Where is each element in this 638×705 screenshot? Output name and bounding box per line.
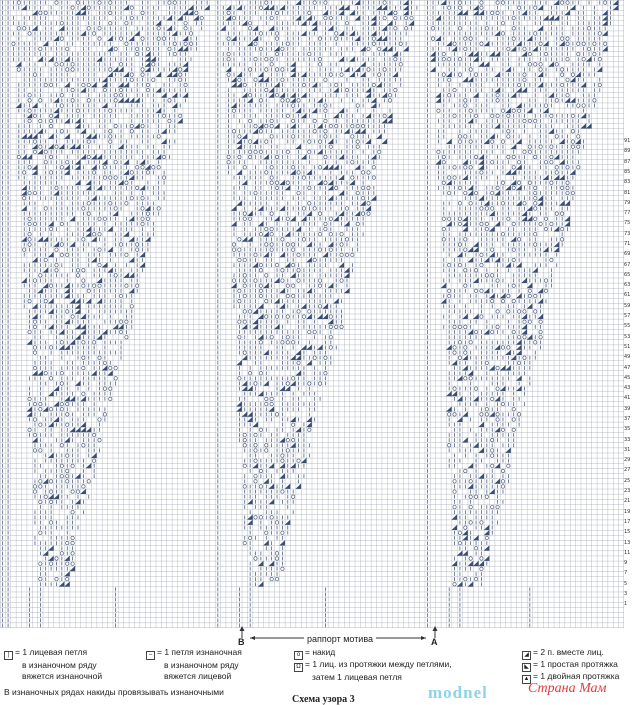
row-number: 89 <box>624 148 631 155</box>
row-number: 87 <box>624 158 631 165</box>
row-number: 21 <box>624 498 631 505</box>
legend-double-decrease: ▲ = 1 двойная протяжка <box>523 671 620 682</box>
row-number: 83 <box>624 179 631 186</box>
row-number: 73 <box>624 230 631 237</box>
row-number: 11 <box>624 549 631 556</box>
row-number: 31 <box>624 446 631 453</box>
diagram-title: Схема узора 3 <box>292 694 355 705</box>
yarn-over-icon: o <box>294 651 303 660</box>
motif-repeat-marker <box>0 626 638 648</box>
row-number: 37 <box>624 416 631 422</box>
row-number: 43 <box>624 385 631 392</box>
row-number: 29 <box>624 457 631 464</box>
row-number: 85 <box>624 168 631 175</box>
row-number: 39 <box>624 405 631 412</box>
source-logo: modnel <box>428 683 488 702</box>
legend-purl: – = 1 петля изнаночная в изнаночном ряду вяжется лицевой <box>146 647 242 682</box>
legend-yarn-over: o = накид <box>294 647 335 660</box>
legend-knit: | = 1 лицевая петля в изнаночном ряду вяжется изнаночной <box>4 647 102 682</box>
row-number: 55 <box>624 323 631 330</box>
row-number: 59 <box>624 302 631 309</box>
row-number: 25 <box>624 477 631 484</box>
row-number: 23 <box>624 488 631 494</box>
legend-ssk: ◣ = 1 простая протяжка <box>522 659 618 672</box>
row-number: 61 <box>624 292 631 299</box>
row-number: 81 <box>624 189 631 196</box>
row-number: 27 <box>624 467 631 474</box>
lifted-increase-icon: Ω <box>294 663 303 672</box>
row-number: 79 <box>624 199 631 206</box>
row-number-column <box>624 0 638 628</box>
row-number: 33 <box>624 436 631 443</box>
row-number: 67 <box>624 261 631 268</box>
watermark: Страна Мам <box>528 681 607 696</box>
repeat-start-letter: B <box>238 637 245 647</box>
row-number: 71 <box>624 240 631 247</box>
ssk-icon: ◣ <box>522 663 531 672</box>
row-number: 45 <box>624 374 631 381</box>
row-number: 69 <box>624 251 631 258</box>
row-number: 5 <box>624 580 628 587</box>
row-number: 49 <box>624 354 631 361</box>
repeat-end-letter: A <box>431 637 438 647</box>
row-number: 57 <box>624 313 631 319</box>
row-number: 41 <box>624 395 631 402</box>
row-number: 53 <box>624 333 631 340</box>
row-number: 15 <box>624 529 631 536</box>
row-number: 3 <box>624 591 628 597</box>
row-number: 9 <box>624 560 628 567</box>
purl-symbol-icon: – <box>146 651 155 660</box>
row-number: 13 <box>624 539 631 546</box>
knit-symbol-icon: | <box>4 651 13 660</box>
legend-note: В изнаночных рядах накиды провязывать изнаночными <box>4 687 224 697</box>
row-number: 65 <box>624 271 631 278</box>
legend-lifted-increase: Ω = 1 лиц. из протяжки между петлями, затем 1 лицевая петля <box>294 659 452 683</box>
row-number: 1 <box>624 601 628 608</box>
row-number: 51 <box>624 343 631 350</box>
row-number: 63 <box>624 282 631 289</box>
legend-k2tog: ◢ = 2 п. вместе лиц. <box>522 647 604 660</box>
repeat-label: раппорт мотива <box>304 634 376 644</box>
row-number: 7 <box>624 570 628 577</box>
row-number: 75 <box>624 220 631 227</box>
k2tog-icon: ◢ <box>522 651 531 660</box>
double-decrease-icon: ▲ <box>523 676 530 682</box>
row-number: 47 <box>624 364 631 371</box>
legend <box>0 647 638 705</box>
row-number: 19 <box>624 508 631 515</box>
row-number: 77 <box>624 210 631 216</box>
row-number: 17 <box>624 518 631 525</box>
row-number: 35 <box>624 426 631 433</box>
row-number: 91 <box>624 138 631 144</box>
